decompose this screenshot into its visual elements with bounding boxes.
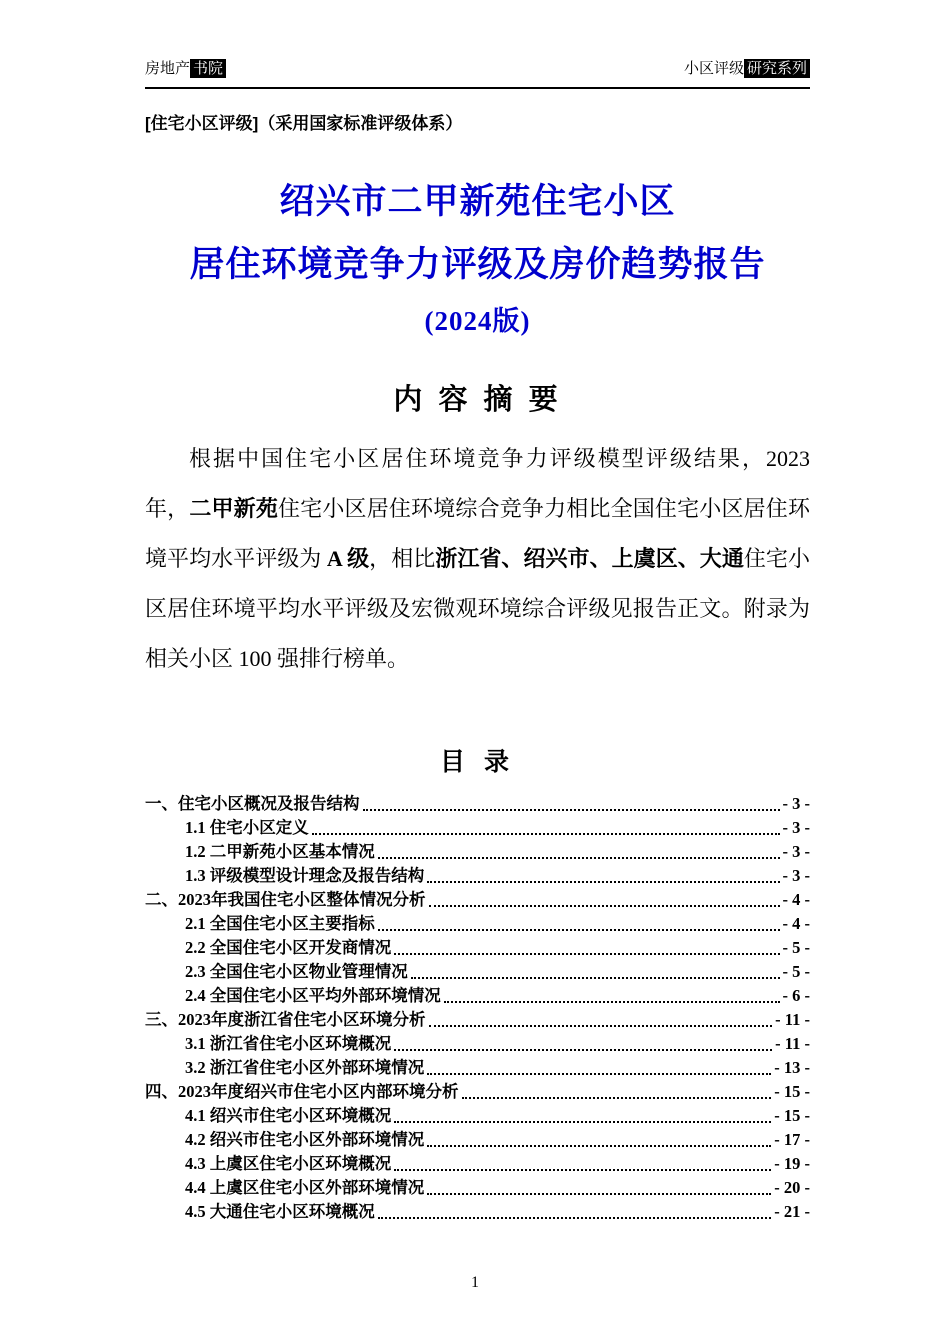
toc-page-number: - 19 -: [774, 1154, 810, 1174]
toc-dot-leader: [427, 1073, 771, 1075]
toc-item-label: 1.3 评级模型设计理念及报告结构: [185, 866, 425, 886]
toc-list: [145, 792, 810, 1224]
abstract-text: 根据中国住宅小区居住环境竞争力评级模型评级结果，2023 年，: [145, 445, 810, 521]
abstract-emphasis-text: 浙江省、绍兴市、上虞区、大通: [435, 545, 744, 571]
toc-item[interactable]: [145, 936, 810, 960]
toc-page-number: - 20 -: [774, 1178, 810, 1198]
toc-dot-leader: [312, 833, 780, 835]
header-divider: [145, 87, 810, 89]
abstract-text: 住宅小区居住环境综合竞争力相比全国住宅小区居住环境平均水平评级为: [145, 495, 810, 571]
toc-item-label: 3.2 浙江省住宅小区外部环境情况: [185, 1058, 425, 1078]
toc-item[interactable]: [145, 1200, 810, 1224]
toc-page-number: - 4 -: [782, 914, 810, 934]
toc-page-number: - 11 -: [775, 1034, 810, 1054]
toc-heading: 目 录: [440, 748, 515, 777]
toc-item-label: 三、2023年度浙江省住宅小区环境分析: [145, 1010, 426, 1030]
toc-item[interactable]: [145, 984, 810, 1008]
toc-dot-leader: [427, 1145, 771, 1147]
report-title-edition: (2024版): [424, 305, 531, 336]
toc-dot-leader: [427, 881, 779, 883]
header-right-series: [684, 58, 810, 81]
abstract-emphasis-text: A 级: [326, 545, 370, 571]
header-left-brand-highlight: 书院: [190, 59, 226, 78]
toc-page-number: - 13 -: [774, 1058, 810, 1078]
toc-item-label: 4.1 绍兴市住宅小区环境概况: [185, 1106, 392, 1126]
abstract-text: 住宅小区居住环境平均水平评级及宏微观环境综合评级见报告正文。附录为相关小区 100 强排行榜单。: [145, 545, 810, 672]
toc-page-number: - 17 -: [774, 1130, 810, 1150]
toc-page-number: - 4 -: [782, 890, 810, 910]
toc-item-label: 4.4 上虞区住宅小区外部环境情况: [185, 1178, 425, 1198]
toc-page-number: - 15 -: [774, 1106, 810, 1126]
toc-item[interactable]: [145, 1056, 810, 1080]
footer-page-number: 1: [471, 1274, 479, 1291]
abstract-text: ，相比: [369, 545, 436, 571]
abstract-paragraph: [145, 434, 810, 685]
toc-item[interactable]: [145, 1176, 810, 1200]
header-left-brand-text: 房地产: [145, 60, 191, 77]
toc-item-label: 4.3 上虞区住宅小区环境概况: [185, 1154, 392, 1174]
toc-dot-leader: [394, 1169, 771, 1171]
toc-page-number: - 5 -: [782, 938, 810, 958]
toc-page-number: - 11 -: [775, 1010, 810, 1030]
toc-item-label: 2.1 全国住宅小区主要指标: [185, 914, 375, 934]
rating-system-tagline: [住宅小区评级]（采用国家标准评级体系）: [145, 113, 463, 133]
toc-dot-leader: [444, 1001, 780, 1003]
toc-item[interactable]: [145, 1032, 810, 1056]
toc-item[interactable]: [145, 1080, 810, 1104]
toc-dot-leader: [394, 953, 779, 955]
toc-page-number: - 5 -: [782, 962, 810, 982]
toc-item-label: 4.5 大通住宅小区环境概况: [185, 1202, 375, 1222]
toc-dot-leader: [429, 905, 780, 907]
toc-item-label: 3.1 浙江省住宅小区环境概况: [185, 1034, 392, 1054]
toc-item-label: 2.4 全国住宅小区平均外部环境情况: [185, 986, 441, 1006]
title-block: [145, 181, 810, 336]
toc-dot-leader: [427, 1193, 771, 1195]
report-title-line2: 居住环境竞争力评级及房价趋势报告: [189, 244, 766, 284]
abstract-heading: 内 容 摘 要: [393, 383, 562, 416]
toc-item[interactable]: [145, 816, 810, 840]
toc-page-number: - 15 -: [774, 1082, 810, 1102]
toc-item-label: 二、2023年我国住宅小区整体情况分析: [145, 890, 426, 910]
toc-dot-leader: [378, 929, 780, 931]
toc-item-label: 一、住宅小区概况及报告结构: [145, 794, 360, 814]
toc-dot-leader: [411, 977, 780, 979]
toc-dot-leader: [378, 857, 780, 859]
report-title-line1: 绍兴市二甲新苑住宅小区: [279, 181, 676, 221]
toc-item[interactable]: [145, 960, 810, 984]
toc-item[interactable]: [145, 1152, 810, 1176]
toc-item[interactable]: [145, 912, 810, 936]
toc-dot-leader: [429, 1025, 773, 1027]
toc-dot-leader: [462, 1097, 772, 1099]
toc-dot-leader: [363, 809, 780, 811]
toc-item[interactable]: [145, 888, 810, 912]
header-right-series-highlight: 研究系列: [744, 59, 810, 78]
toc-item-label: 1.2 二甲新苑小区基本情况: [185, 842, 375, 862]
header-right-series-text: 小区评级: [683, 60, 744, 77]
toc-item-label: 1.1 住宅小区定义: [185, 818, 309, 838]
toc-item[interactable]: [145, 840, 810, 864]
toc-item-label: 4.2 绍兴市住宅小区外部环境情况: [185, 1130, 425, 1150]
toc-dot-leader: [394, 1049, 772, 1051]
toc-item[interactable]: [145, 1104, 810, 1128]
toc-item[interactable]: [145, 864, 810, 888]
toc-page-number: - 21 -: [774, 1202, 810, 1222]
toc-item-label: 2.3 全国住宅小区物业管理情况: [185, 962, 408, 982]
toc-page-number: - 3 -: [782, 842, 810, 862]
toc-page-number: - 3 -: [782, 866, 810, 886]
toc-dot-leader: [378, 1217, 772, 1219]
toc-item[interactable]: [145, 1128, 810, 1152]
toc-item[interactable]: [145, 1008, 810, 1032]
page-header: [145, 58, 810, 81]
toc-item[interactable]: [145, 792, 810, 816]
toc-page-number: - 3 -: [782, 818, 810, 838]
header-left-brand: [145, 58, 226, 81]
toc-dot-leader: [394, 1121, 771, 1123]
toc-item-label: 2.2 全国住宅小区开发商情况: [185, 938, 392, 958]
abstract-emphasis-text: 二甲新苑: [189, 495, 279, 521]
toc-page-number: - 3 -: [782, 794, 810, 814]
toc-page-number: - 6 -: [782, 986, 810, 1006]
toc-item-label: 四、2023年度绍兴市住宅小区内部环境分析: [145, 1082, 459, 1102]
